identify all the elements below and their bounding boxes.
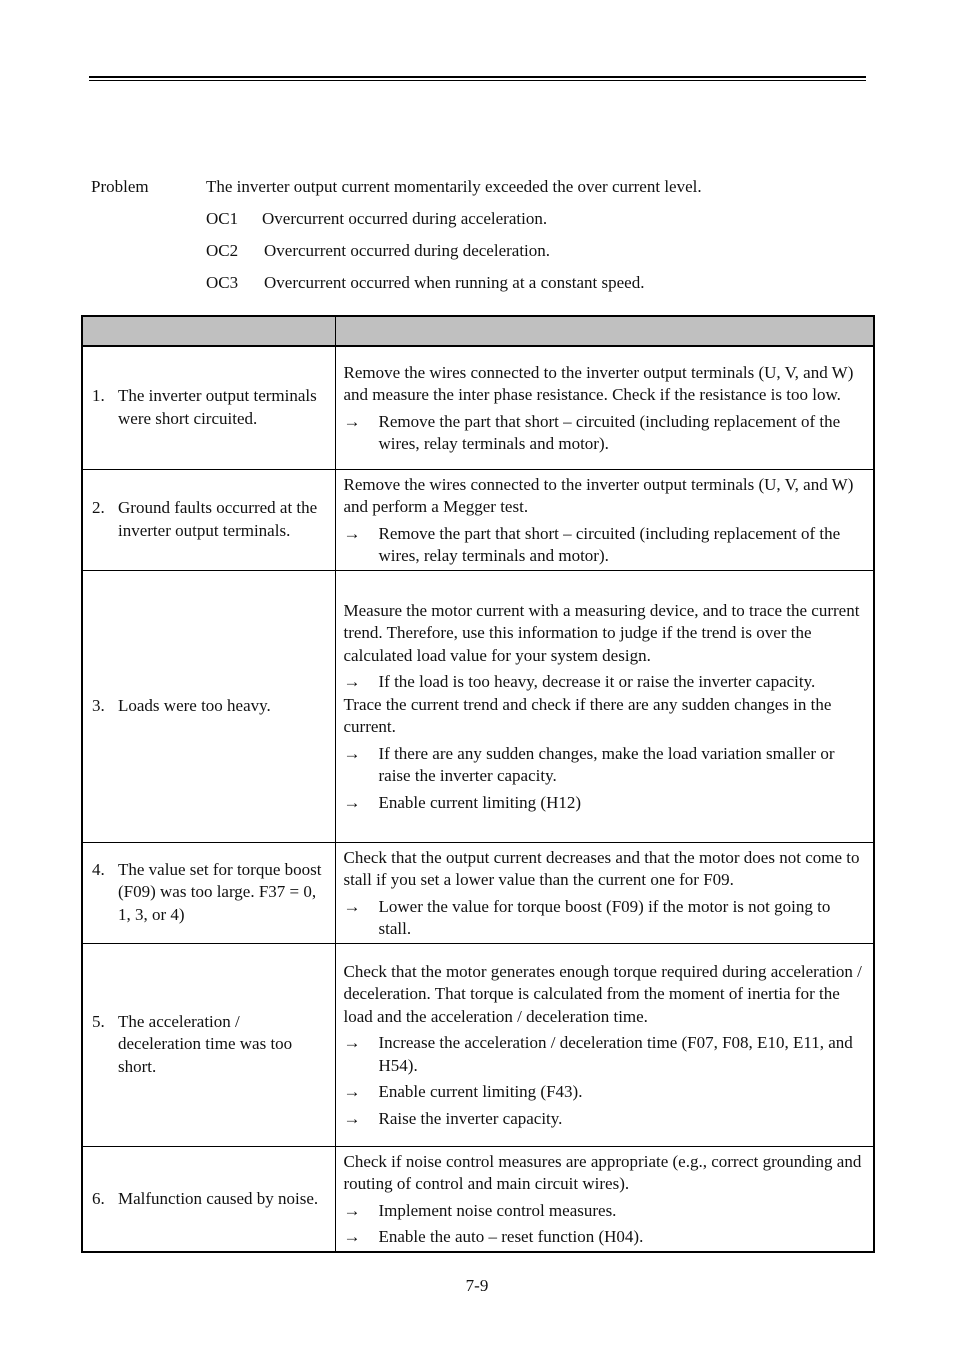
cause-text: The inverter output terminals were short circuited. (118, 386, 317, 428)
cause-text: The value set for torque boost (F09) was too large. F37 = 0, 1, 3, or 4) (118, 859, 322, 924)
arrow-icon: → (343, 523, 361, 543)
arrow-icon: → (343, 1200, 361, 1220)
check-text: Check if noise control measures are appropriate (e.g., correct grounding and routing of control and main circuit wires). (343, 1151, 862, 1194)
cause-text: Malfunction caused by noise. (118, 1188, 319, 1208)
cause-cell (82, 943, 335, 1146)
cause-cell (82, 570, 335, 842)
cause-number: 3. (92, 695, 105, 715)
check-cell (335, 842, 874, 943)
action-item (344, 792, 866, 815)
cause-text: Ground faults occurred at the inverter output terminals. (118, 498, 318, 540)
arrow-icon: → (343, 792, 361, 812)
table-row (82, 842, 874, 943)
arrow-icon: → (343, 1227, 361, 1247)
action-text: Increase the acceleration / deceleration time (F07, F08, E10, E11, and H54). (378, 1033, 853, 1075)
action-text: Raise the inverter capacity. (378, 1108, 563, 1128)
action-item (344, 896, 866, 941)
action-text: Remove the part that short – circuited (including replacement of the wires, relay terminals and motor). (378, 523, 841, 565)
check-text: Trace the current trend and check if there are any sudden changes in the current. (343, 694, 832, 737)
cause-cell (82, 1146, 335, 1252)
check-text: Check that the motor generates enough torque required during acceleration / deceleration. That torque is calculated from the moment of inertia for the load and the acceleration / deceleration time. (343, 961, 862, 1026)
header-cause (82, 316, 335, 346)
cause-number: 4. (92, 859, 105, 879)
arrow-icon: → (343, 672, 361, 692)
arrow-icon: → (343, 1108, 361, 1128)
oc-code: OC2 (206, 241, 239, 260)
cause-cell (82, 469, 335, 570)
cause-text: Loads were too heavy. (118, 695, 271, 715)
action-text: Lower the value for torque boost (F09) if the motor is not going to stall. (378, 896, 831, 938)
header-rule-thick (89, 76, 866, 78)
action-item (344, 1108, 866, 1131)
cause-number: 1. (92, 386, 105, 406)
table-row (82, 943, 874, 1146)
action-item (344, 671, 866, 694)
action-item (344, 1226, 866, 1249)
oc-text: Overcurrent occurred during acceleration. (262, 209, 548, 228)
action-text: Implement noise control measures. (378, 1200, 617, 1220)
troubleshooting-table (81, 315, 875, 1253)
problem-description: The inverter output current momentarily exceeded the over current level. (206, 177, 702, 196)
action-item (344, 1081, 866, 1104)
action-text: Enable current limiting (H12) (378, 792, 582, 812)
check-cell (335, 570, 874, 842)
action-text: If there are any sudden changes, make the load variation smaller or raise the inverter capacity. (378, 743, 835, 786)
table-row (82, 469, 874, 570)
arrow-icon: → (343, 411, 361, 431)
check-text: Check that the output current decreases and that the motor does not come to stall if you set a lower value than the current one for F09. (343, 847, 860, 889)
action-item (344, 411, 866, 456)
oc-text: Overcurrent occurred when running at a constant speed. (264, 273, 645, 292)
action-item (344, 1032, 866, 1077)
action-text: Enable the auto – reset function (H04). (378, 1227, 644, 1247)
cause-cell (82, 842, 335, 943)
check-cell (335, 469, 874, 570)
cause-text: The acceleration / deceleration time was too short. (118, 1011, 293, 1076)
cause-cell (82, 346, 335, 469)
action-text: Enable current limiting (F43). (378, 1082, 583, 1102)
cause-number: 2. (92, 498, 105, 517)
oc-code: OC1 (206, 209, 239, 228)
problem-label: Problem (91, 177, 149, 196)
check-cell (335, 943, 874, 1146)
action-item (344, 743, 866, 788)
action-text: Remove the part that short – circuited (including replacement of the wires, relay terminals and motor). (378, 411, 841, 454)
action-text: If the load is too heavy, decrease it or raise the inverter capacity. (378, 672, 816, 692)
table-header-row (82, 316, 874, 346)
header-check (335, 316, 874, 346)
arrow-icon: → (343, 743, 361, 763)
table-row (82, 346, 874, 469)
action-item (344, 1200, 866, 1223)
arrow-icon: → (343, 896, 361, 916)
check-text: Measure the motor current with a measuring device, and to trace the current trend. Therefore, use this information to judge if the trend is over the calculated load value for your system design. (343, 600, 860, 665)
cause-number: 6. (92, 1188, 105, 1208)
check-text: Remove the wires connected to the inverter output terminals (U, V, and W) and perform a Megger test. (343, 474, 854, 516)
header-rule-thin (89, 80, 866, 81)
check-cell (335, 1146, 874, 1252)
table-row (82, 1146, 874, 1252)
table-row (82, 570, 874, 842)
page-number: 7-9 (465, 1276, 489, 1295)
arrow-icon: → (343, 1033, 361, 1053)
check-cell (335, 346, 874, 469)
oc-text: Overcurrent occurred during deceleration. (264, 241, 551, 260)
cause-number: 5. (92, 1011, 105, 1031)
arrow-icon: → (343, 1082, 361, 1102)
oc-code: OC3 (206, 273, 239, 292)
check-text: Remove the wires connected to the inverter output terminals (U, V, and W) and measure the inter phase resistance. Check if the resistance is too low. (343, 362, 854, 405)
action-item (344, 523, 866, 568)
